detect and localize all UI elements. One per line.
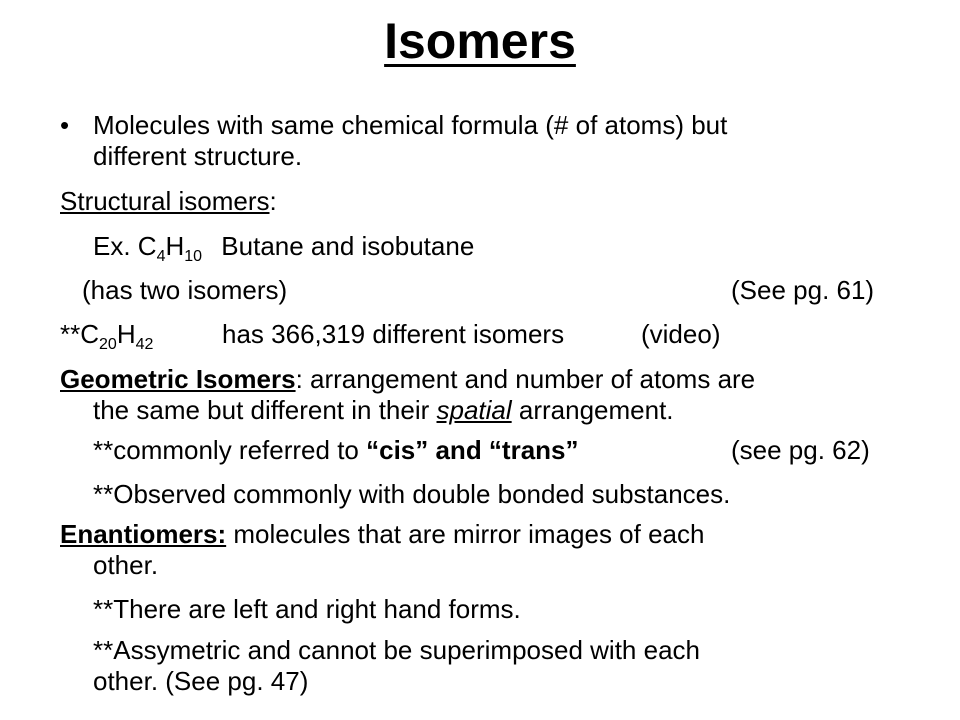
geometric-desc-pre: the same but different in their (93, 395, 437, 425)
c20-rest: has 366,319 different isomers (222, 319, 565, 349)
c20-sub-h: 42 (135, 336, 154, 353)
geometric-line-1 (60, 364, 755, 395)
enantiomers-line-1 (60, 519, 704, 550)
structural-note-right: (See pg. 61) (731, 275, 875, 305)
intro-line-1: Molecules with same chemical formula (# of atoms) but (93, 110, 728, 140)
geometric-heading: Geometric Isomers (60, 364, 296, 394)
structural-heading-colon: : (269, 186, 277, 216)
hand-forms-line: **There are left and right hand forms. (93, 594, 521, 624)
geometric-line-2 (93, 395, 674, 426)
c20-line (60, 319, 154, 353)
structural-note-left: (has two isomers) (82, 275, 288, 305)
enantiomers-desc: molecules that are mirror images of each (226, 519, 705, 549)
cis-trans-pre: **commonly referred to (93, 435, 367, 465)
example-h: H (165, 231, 185, 261)
structural-example (93, 231, 475, 265)
example-sub-h: 10 (184, 248, 203, 265)
example-prefix: Ex. C (93, 231, 157, 261)
example-sub-c: 4 (156, 248, 166, 265)
cis-trans-ref: (see pg. 62) (731, 435, 870, 465)
cis-trans-bold: “cis” and “trans” (366, 435, 579, 465)
c20-sub-c: 20 (99, 336, 117, 353)
enantiomers-heading: Enantiomers: (60, 519, 227, 549)
structural-heading-line (60, 186, 277, 217)
c20-video: (video) (641, 319, 721, 349)
enantiomers-line-2: other. (93, 550, 159, 580)
bullet-icon: • (60, 110, 70, 140)
c20-h: H (116, 319, 136, 349)
example-rest: Butane and isobutane (221, 231, 475, 261)
geometric-desc: : arrangement and number of atoms are (295, 364, 756, 394)
cis-trans-line (93, 435, 579, 466)
c20-prefix: **C (60, 319, 100, 349)
geometric-desc-post: arrangement. (511, 395, 674, 425)
assymetric-line-1: **Assymetric and cannot be superimposed with each (93, 635, 700, 665)
assymetric-line-2: other. (See pg. 47) (93, 666, 309, 696)
observed-line: **Observed commonly with double bonded substances. (93, 479, 731, 509)
intro-line-2: different structure. (93, 141, 303, 171)
spatial-word: spatial (436, 395, 512, 425)
structural-heading: Structural isomers (60, 186, 270, 216)
slide-title: Isomers (384, 13, 576, 69)
